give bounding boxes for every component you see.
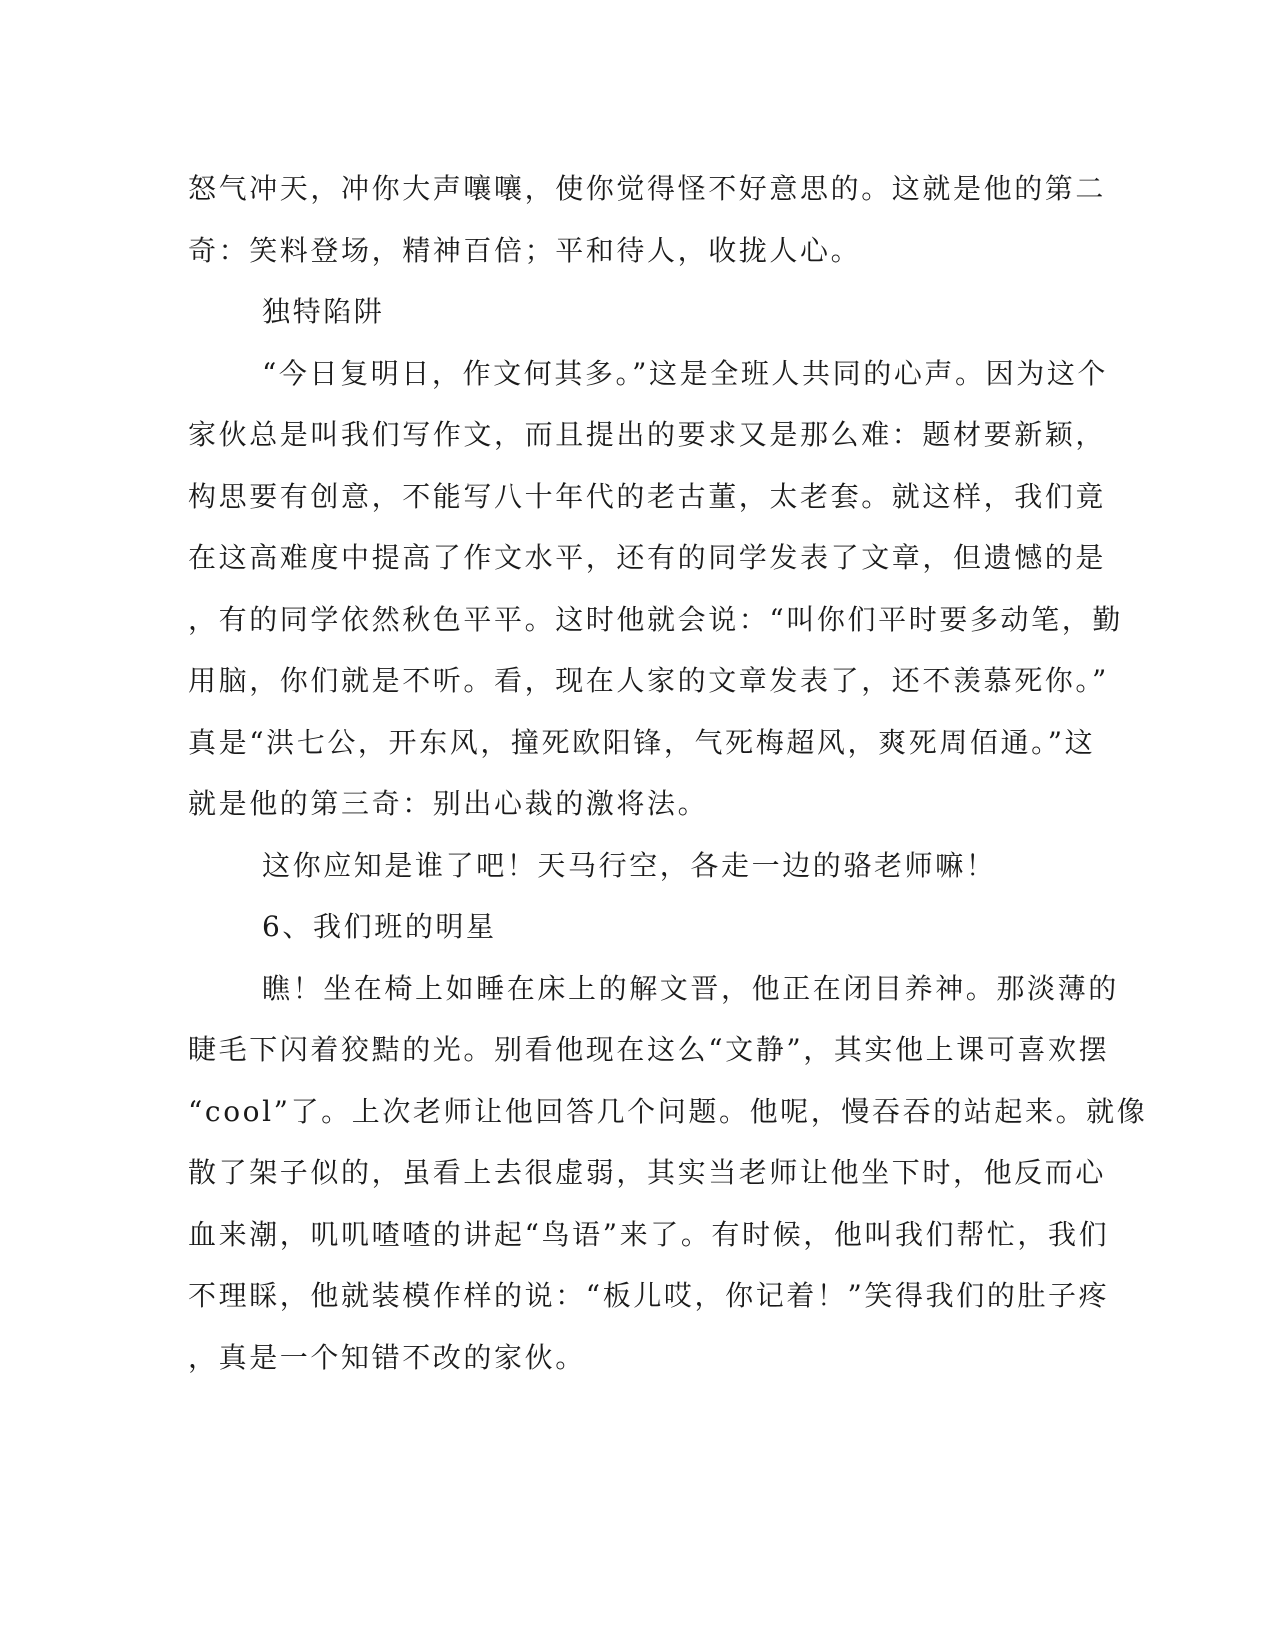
text-line: 睫毛下闪着狡黠的光。别看他现在这么“文静”，其实他上课可喜欢摆 (188, 1033, 1110, 1066)
text-line: 瞧！坐在椅上如睡在床上的解文晋，他正在闭目养神。那淡薄的 (262, 971, 1119, 1005)
text-line: 怒气冲天，冲你大声嚷嚷，使你觉得怪不好意思的。这就是他的第二 (188, 172, 1107, 205)
text-line: ，真是一个知错不改的家伙。 (188, 1340, 586, 1374)
text-line: 不理睬，他就装模作样的说：“板儿哎，你记着！”笑得我们的肚子疼 (188, 1279, 1110, 1312)
text-line: 奇：笑料登场，精神百倍；平和待人，收拢人心。 (188, 233, 862, 267)
text-line: “cool”了。上次老师让他回答几个问题。他呢，慢吞吞的站起来。就像 (188, 1094, 1148, 1128)
text-line: 散了架子似的，虽看上去很虚弱，其实当老师让他坐下时，他反而心 (188, 1156, 1107, 1189)
text-line: “今日复明日，作文何其多。”这是全班人共同的心声。因为这个 (262, 356, 1109, 390)
text-line: 真是“洪七公，开东风，撞死欧阳锋，气死梅超风，爽死周佰通。”这 (188, 725, 1096, 759)
text-line: 用脑，你们就是不听。看，现在人家的文章发表了，还不羡慕死你。” (188, 664, 1109, 697)
document-page (188, 158, 1148, 1388)
text-line: 构思要有创意，不能写八十年代的老古董，太老套。就这样，我们竟 (188, 479, 1107, 513)
text-line: ，有的同学依然秋色平平。这时他就会说：“叫你们平时要多动笔，勤 (188, 602, 1123, 636)
text-line: 血来潮，叽叽喳喳的讲起“鸟语”来了。有时候，他叫我们帮忙，我们 (188, 1217, 1110, 1251)
text-line: 就是他的第三奇：别出心裁的激将法。 (188, 787, 709, 820)
text-line: 家伙总是叫我们写作文，而且提出的要求又是那么难：题材要新颖， (188, 418, 1107, 451)
section-heading: 独特陷阱 (262, 295, 385, 328)
text-line: 这你应知是谁了吧！天马行空，各走一边的骆老师嘛！ (262, 848, 997, 882)
section-heading: 6、我们班的明星 (262, 910, 497, 943)
text-line: 在这高难度中提高了作文水平，还有的同学发表了文章，但遗憾的是 (188, 541, 1107, 574)
